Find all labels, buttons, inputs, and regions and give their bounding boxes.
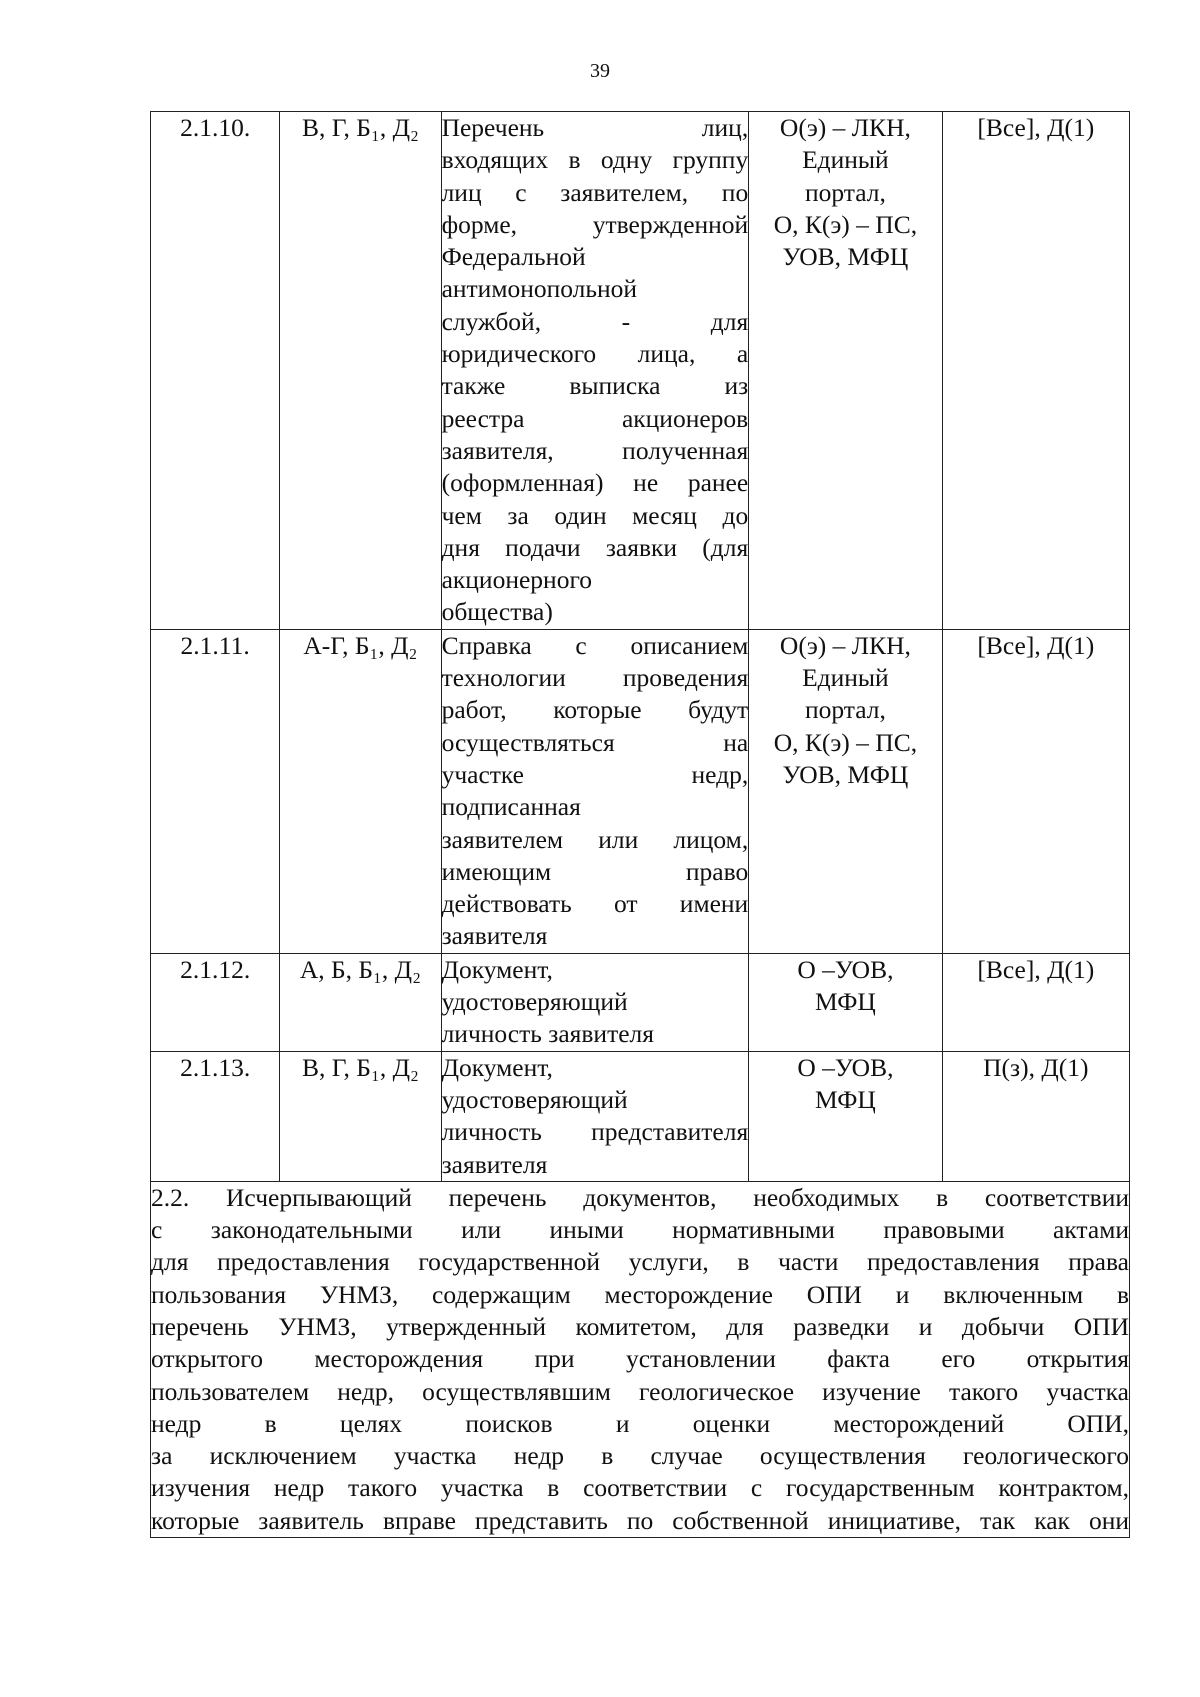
section-text-line: изучения недр такого участка в соответствии с государственным контрактом, [151, 1473, 1129, 1503]
applicant-categories: А, Б, Б₁, Д₂ [280, 953, 441, 1051]
section-text-line: перечень УНМЗ, утвержденный комитетом, для разведки и добычи ОПИ [151, 1311, 1129, 1341]
document-description-line: заявителем или лицом, [441, 824, 749, 854]
document-description-line: чем за один месяц до [441, 500, 749, 530]
submission-method-line: Единый [802, 663, 889, 693]
section-text-line: 2.2. Исчерпывающий перечень документов, необходимых в соответствии [151, 1182, 1129, 1212]
document-description-line: антимонопольной [441, 274, 638, 304]
applicant-categories: В, Г, Б₁, Д₂ [280, 1051, 441, 1181]
document-form: П(з), Д(1) [942, 1051, 1129, 1181]
document-description-line: юридического лица, а [441, 339, 749, 369]
section-text-line: которые заявитель вправе представить по собственной инициативе, так как они [151, 1505, 1129, 1535]
document-description-line: Справка с описанием [441, 630, 749, 660]
document-description-line: заявителя [441, 1149, 548, 1179]
section-text-line: с законодательными или иными нормативными правовыми актами [151, 1215, 1129, 1245]
applicant-categories: В, Г, Б₁, Д₂ [280, 112, 441, 630]
submission-method-line: О, К(э) – ПС, [773, 209, 918, 239]
item-number: 2.1.11. [151, 629, 280, 953]
document-description-line: подписанная [441, 792, 581, 822]
document-description-line: общества) [441, 597, 553, 627]
submission-method-line: портал, [804, 177, 886, 207]
document-description-line: также выписка из [441, 371, 749, 401]
submission-method-line: О, К(э) – ПС, [773, 727, 918, 757]
submission-method-line: Единый [802, 145, 889, 175]
document-description-line: личность заявителя [441, 1019, 654, 1049]
document-description-line: Документ, [441, 954, 553, 984]
table-row [151, 953, 1130, 1051]
document-description-line: (оформленная) не ранее [441, 468, 749, 498]
document-description-line: заявителя, полученная [441, 435, 749, 465]
document-description [441, 629, 749, 953]
submission-method [749, 629, 942, 953]
document-description-line: имеющим право [441, 856, 749, 886]
submission-method-line: О(э) – ЛКН, [779, 113, 911, 142]
section-text-line: недр в целях поисков и оценки месторождений ОПИ, [151, 1408, 1129, 1438]
documents-table-body [151, 112, 1130, 1538]
section-text-line: пользователем недр, осуществлявшим геологическое изучение такого участка [151, 1376, 1129, 1406]
document-description-line: осуществляться на [441, 727, 749, 757]
section-text-line: для предоставления государственной услуги, в части предоставления права [151, 1247, 1129, 1277]
submission-method [749, 112, 942, 630]
document-description-line: личность представителя [441, 1117, 749, 1147]
document-description-line: реестра акционеров [441, 403, 749, 433]
section-text-line: за исключением участка недр в случае осуществления геологического [151, 1441, 1129, 1471]
document-description-line: удостоверяющий [441, 987, 628, 1017]
submission-method-line: О –УОВ, [797, 954, 894, 984]
submission-method [749, 953, 942, 1051]
document-description-line: Федеральной [441, 242, 586, 272]
document-description-line: входящих в одну группу [441, 145, 749, 175]
document-description [441, 1051, 749, 1181]
table-row [151, 1051, 1130, 1181]
document-description-line: форме, утвержденной [441, 209, 749, 239]
item-number: 2.1.13. [151, 1051, 280, 1181]
submission-method-line: МФЦ [814, 987, 876, 1017]
document-description [441, 953, 749, 1051]
submission-method-line: УОВ, МФЦ [782, 759, 909, 789]
document-description-line: лиц с заявителем, по [441, 177, 749, 207]
submission-method-line: портал, [804, 695, 886, 725]
section-text-line: пользования УНМЗ, содержащим месторождение ОПИ и включенным в [151, 1279, 1129, 1309]
submission-method [749, 1051, 942, 1181]
submission-method-line: МФЦ [814, 1084, 876, 1114]
document-description-line: заявителя [441, 921, 548, 951]
document-form: [Все], Д(1) [942, 953, 1129, 1051]
document-description-line: Документ, [441, 1052, 553, 1082]
document-description-line: Перечень лиц, [441, 113, 749, 142]
submission-method-line: О(э) – ЛКН, [779, 630, 911, 660]
item-number: 2.1.10. [151, 112, 280, 630]
document-description-line: действовать от имени [441, 889, 749, 919]
section-row [151, 1181, 1130, 1537]
document-description-line: акционерного [441, 565, 593, 595]
item-number: 2.1.12. [151, 953, 280, 1051]
section-2-2-text [151, 1181, 1130, 1537]
document-description-line: дня подачи заявки (для [441, 532, 749, 562]
table-row [151, 629, 1130, 953]
document-description [441, 112, 749, 630]
document-form: [Все], Д(1) [942, 112, 1129, 630]
submission-method-line: УОВ, МФЦ [782, 242, 909, 272]
document-description-line: технологии проведения [441, 663, 749, 693]
table-row [151, 112, 1130, 630]
document-description-line: участке недр, [441, 759, 749, 789]
applicant-categories: А-Г, Б₁, Д₂ [280, 629, 441, 953]
section-text-line: открытого месторождения при установлении факта его открытия [151, 1344, 1129, 1374]
submission-method-line: О –УОВ, [797, 1052, 894, 1082]
document-description-line: работ, которые будут [441, 695, 749, 725]
page-number: 39 [590, 60, 610, 82]
document-description-line: удостоверяющий [441, 1084, 628, 1114]
document-description-line: службой, - для [441, 306, 749, 336]
documents-table [150, 111, 1130, 1538]
document-form: [Все], Д(1) [942, 629, 1129, 953]
